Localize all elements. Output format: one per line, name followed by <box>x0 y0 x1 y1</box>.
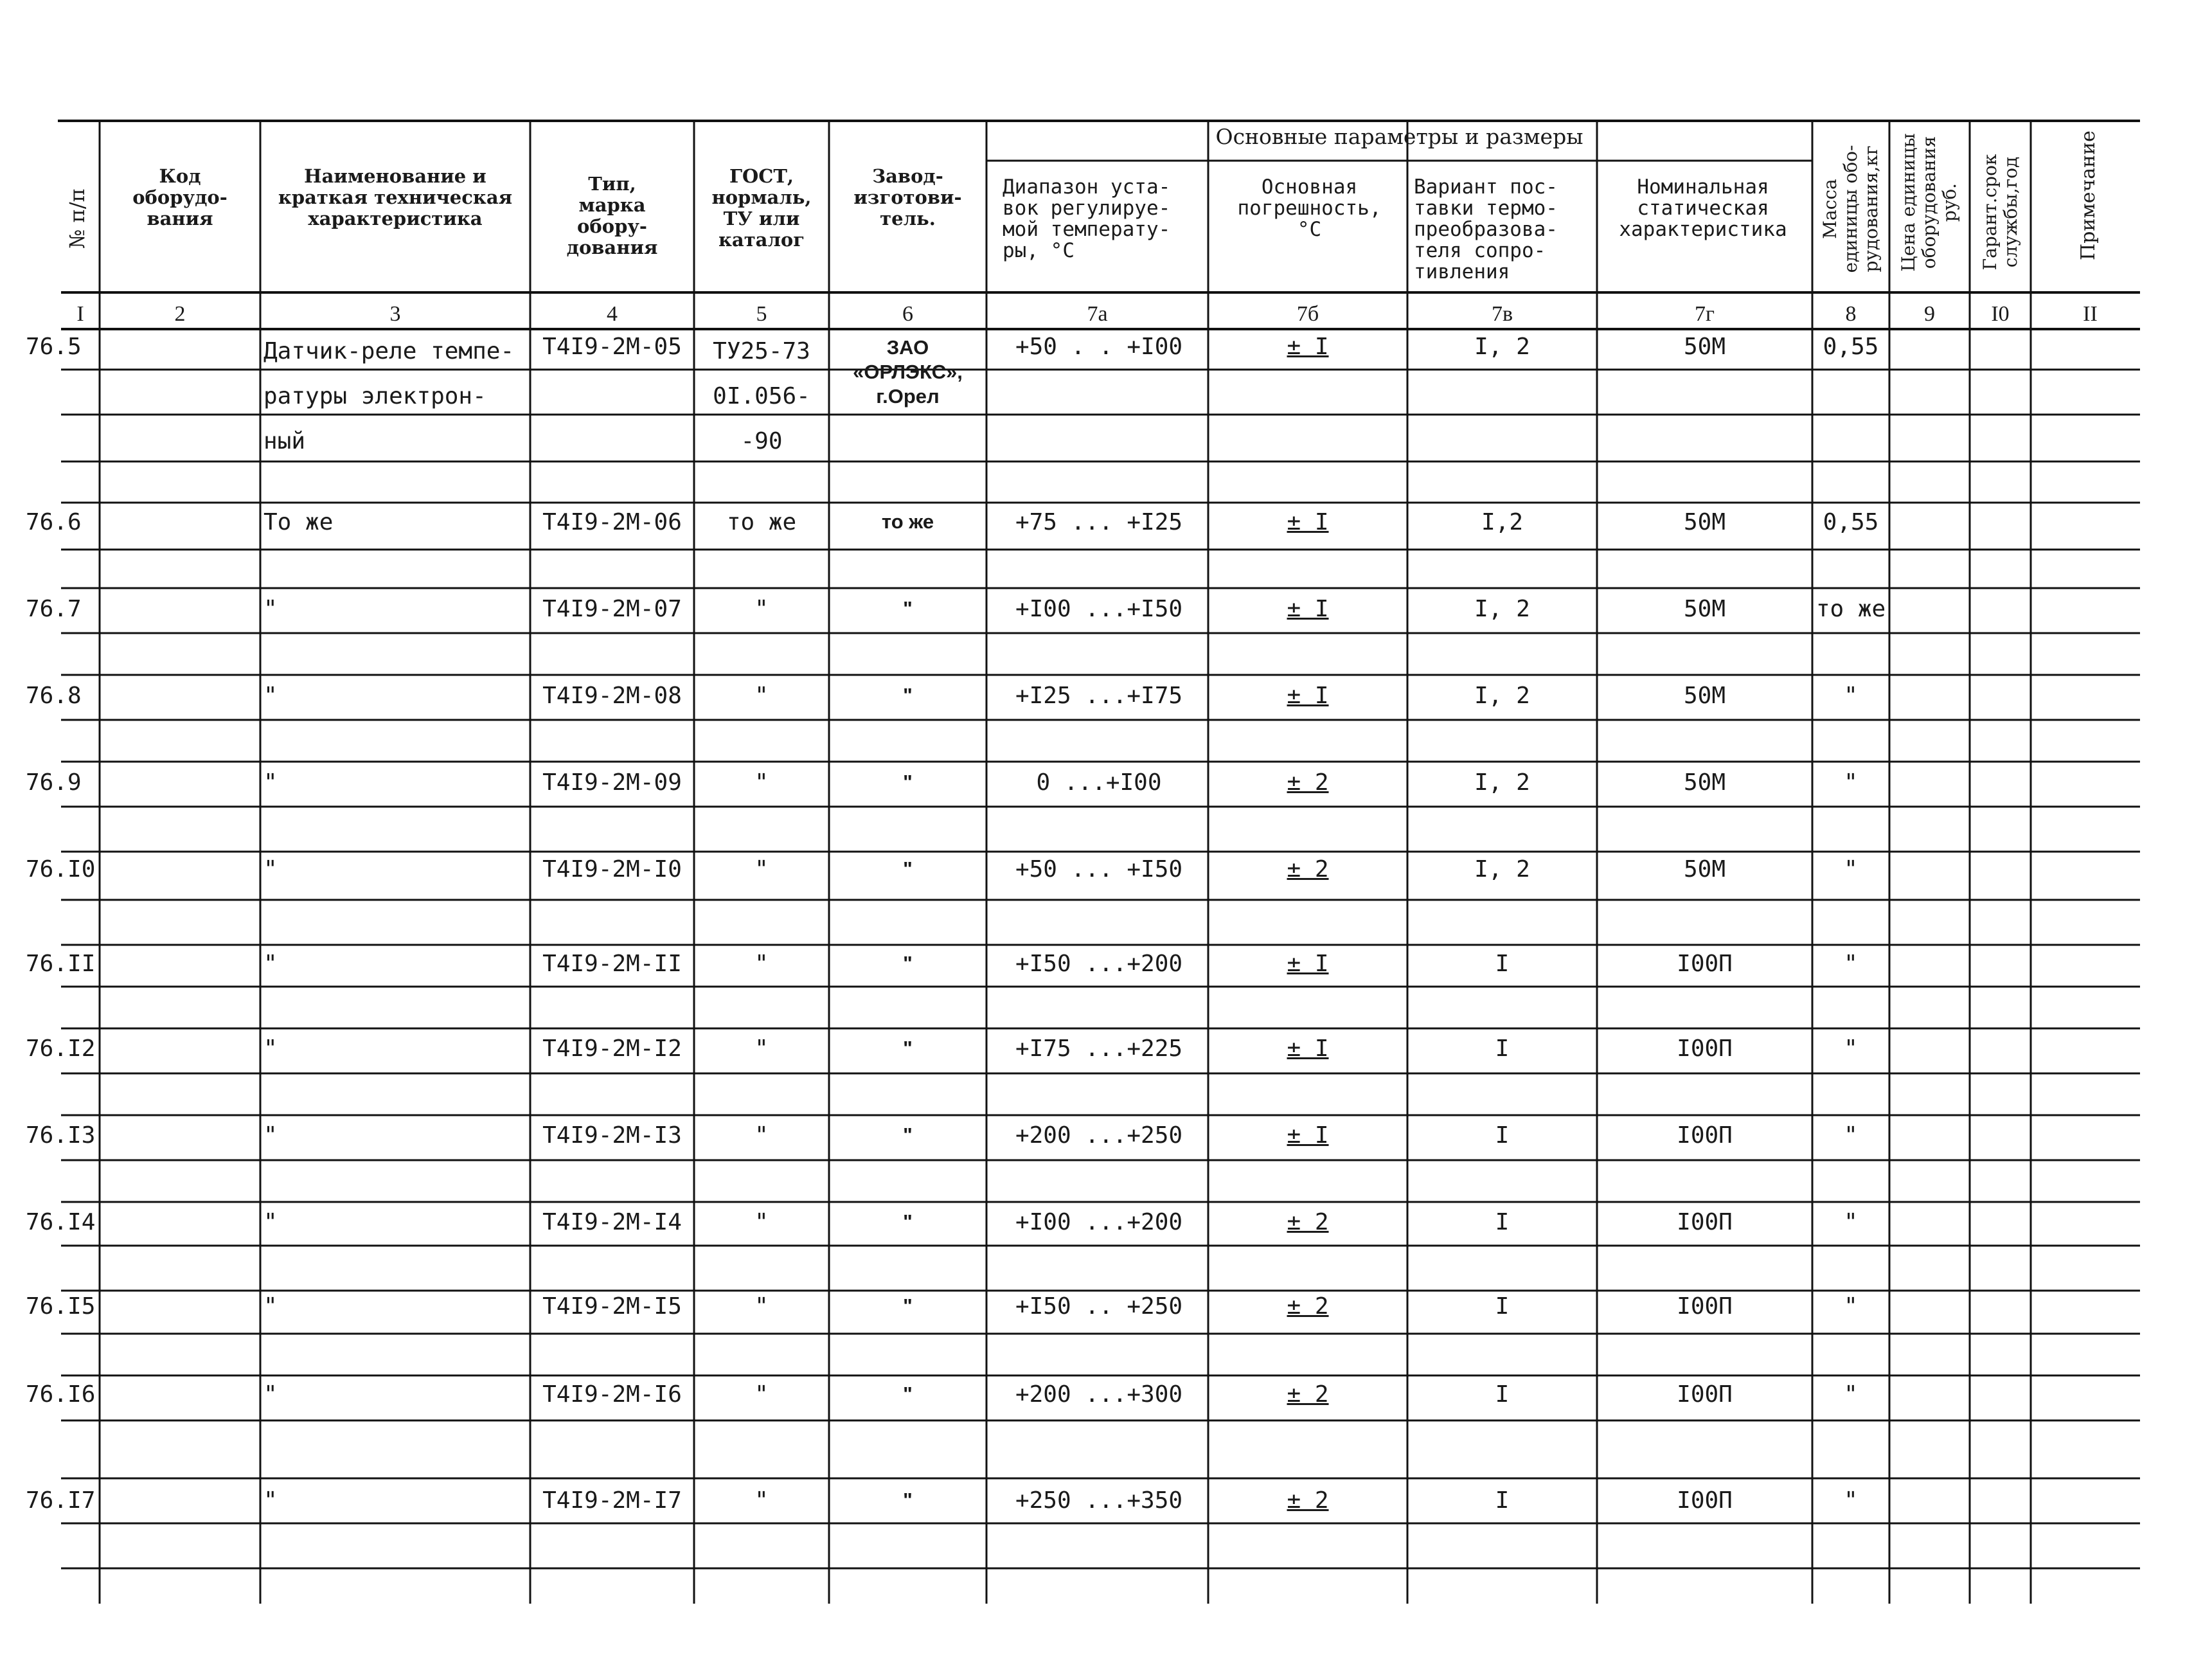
cell-num: 76.I7 <box>26 1487 96 1514</box>
cell-nominal: 50М <box>1683 683 1726 709</box>
cell-mass: " <box>1844 1381 1858 1408</box>
header-col-variant: Вариант пос- тавки термо- преобразова- теля сопро- тивления <box>1414 175 1558 283</box>
col-index: II <box>2083 302 2098 326</box>
cell-mass: " <box>1844 1209 1858 1235</box>
cell-nominal: 50М <box>1683 856 1726 882</box>
cell-maker: " <box>903 1489 913 1511</box>
cell-name: " <box>263 1293 278 1320</box>
cell-range: +250 ...+350 <box>1015 1487 1183 1514</box>
cell-gost: " <box>754 1035 769 1062</box>
cell-error: ± I <box>1287 683 1329 709</box>
cell-error: ± I <box>1287 1122 1329 1149</box>
cell-error: ± 2 <box>1287 1209 1329 1235</box>
cell-name: " <box>263 1122 278 1149</box>
cell-error: ± 2 <box>1287 1293 1329 1320</box>
cell-num: 76.I3 <box>26 1122 96 1149</box>
col-index: I0 <box>1991 302 2010 326</box>
cell-type: Т4I9-2М-I6 <box>542 1381 682 1408</box>
cell-variant: I, 2 <box>1474 856 1530 882</box>
cell-mass: " <box>1844 683 1858 709</box>
cell-variant: I <box>1495 1293 1510 1320</box>
cell-mass: " <box>1844 856 1858 882</box>
cell-mass: " <box>1844 1487 1858 1514</box>
cell-mass: 0,55 <box>1823 509 1879 535</box>
cell-name: " <box>263 1381 278 1408</box>
cell-error: ± I <box>1287 1035 1329 1062</box>
header-col-maker: Завод- изготови- тель. <box>853 165 962 229</box>
cell-maker: " <box>903 684 913 706</box>
col-index: 5 <box>756 302 767 326</box>
header-group-title: Основные параметры и размеры <box>1215 124 1583 149</box>
cell-variant: I, 2 <box>1474 683 1530 709</box>
cell-name: То же <box>263 509 334 535</box>
cell-maker: " <box>903 771 913 793</box>
cell-type: Т4I9-2М-I7 <box>542 1487 682 1514</box>
cell-range: +I00 ...+200 <box>1015 1209 1183 1235</box>
cell-name: " <box>263 683 278 709</box>
cell-num: 76.I6 <box>26 1381 96 1408</box>
header-col-warranty: Гарант.срок службы,год <box>1979 154 2021 271</box>
cell-type: Т4I9-2М-I4 <box>542 1209 682 1235</box>
cell-maker: ЗАО «ОРЛЭКС», г.Орел <box>853 336 963 408</box>
cell-name: " <box>263 1035 278 1062</box>
cell-variant: I <box>1495 1209 1510 1235</box>
cell-type: Т4I9-2М-09 <box>542 769 682 796</box>
cell-gost: " <box>754 1293 769 1320</box>
header-col-name: Наименование и краткая техническая характеристика <box>278 165 513 229</box>
cell-gost: " <box>754 1381 769 1408</box>
cell-nominal: I00П <box>1677 1122 1733 1149</box>
cell-num: 76.I5 <box>26 1293 96 1320</box>
cell-error: ± 2 <box>1287 1381 1329 1408</box>
cell-range: +200 ...+300 <box>1015 1381 1183 1408</box>
cell-range: +I25 ...+I75 <box>1015 683 1183 709</box>
cell-range: 0 ...+I00 <box>1036 769 1162 796</box>
cell-range: +200 ...+250 <box>1015 1122 1183 1149</box>
cell-variant: I, 2 <box>1474 596 1530 622</box>
cell-gost: " <box>754 596 769 622</box>
header-col-type: Тип, марка обору- дования <box>566 173 658 258</box>
cell-num: 76.I4 <box>26 1209 96 1235</box>
cell-variant: I, 2 <box>1474 769 1530 796</box>
cell-num: 76.I0 <box>26 856 96 882</box>
cell-num: 76.7 <box>26 596 82 622</box>
cell-type: Т4I9-2М-08 <box>542 683 682 709</box>
cell-type: Т4I9-2М-I0 <box>542 856 682 882</box>
cell-nominal: 50М <box>1683 509 1726 535</box>
cell-type: Т4I9-2М-I3 <box>542 1122 682 1149</box>
cell-variant: I, 2 <box>1474 334 1530 360</box>
cell-error: ± I <box>1287 951 1329 977</box>
cell-type: Т4I9-2М-07 <box>542 596 682 622</box>
cell-mass: " <box>1844 1122 1858 1149</box>
cell-range: +I50 .. +250 <box>1015 1293 1183 1320</box>
cell-variant: I <box>1495 1381 1510 1408</box>
col-index: 7г <box>1695 302 1715 326</box>
cell-variant: I,2 <box>1481 509 1524 535</box>
cell-name: " <box>263 1487 278 1514</box>
header-col-error: Основная погрешность, °С <box>1237 175 1382 241</box>
cell-name: " <box>263 951 278 977</box>
cell-variant: I <box>1495 1487 1510 1514</box>
col-index: 3 <box>389 302 401 326</box>
cell-range: +I50 ...+200 <box>1015 951 1183 977</box>
cell-name: " <box>263 596 278 622</box>
cell-maker: " <box>903 857 913 880</box>
cell-mass: то же <box>1815 596 1886 622</box>
cell-nominal: I00П <box>1677 1035 1733 1062</box>
cell-range: +I75 ...+225 <box>1015 1035 1183 1062</box>
cell-num: 76.II <box>26 951 96 977</box>
cell-maker: " <box>903 1037 913 1059</box>
cell-gost: " <box>754 951 769 977</box>
header-col-note: Примечание <box>2077 130 2100 260</box>
cell-maker: " <box>903 1294 913 1317</box>
col-index: 2 <box>174 302 186 326</box>
cell-num: 76.9 <box>26 769 82 796</box>
cell-variant: I <box>1495 1122 1510 1149</box>
cell-error: ± I <box>1287 334 1329 360</box>
cell-gost: " <box>754 683 769 709</box>
cell-type: Т4I9-2М-II <box>542 951 682 977</box>
cell-nominal: I00П <box>1677 1487 1733 1514</box>
cell-gost: " <box>754 1487 769 1514</box>
cell-range: +50 ... +I50 <box>1015 856 1183 882</box>
cell-name: Датчик-реле темпе- ратуры электрон- ный <box>263 338 515 454</box>
header-col-mass: Масса единицы обо- рудования,кг <box>1819 145 1882 273</box>
header-col-code: Код оборудо- вания <box>132 165 227 229</box>
cell-gost: " <box>754 1209 769 1235</box>
col-index: 4 <box>607 302 618 326</box>
header-col-num: № п/п <box>65 188 89 249</box>
cell-gost: " <box>754 856 769 882</box>
cell-maker: " <box>903 1383 913 1405</box>
col-index: I <box>76 302 84 326</box>
cell-range: +I00 ...+I50 <box>1015 596 1183 622</box>
col-index: 9 <box>1924 302 1935 326</box>
cell-maker: " <box>903 952 913 974</box>
cell-mass: " <box>1844 769 1858 796</box>
cell-mass: 0,55 <box>1823 334 1879 360</box>
cell-name: " <box>263 1209 278 1235</box>
cell-nominal: 50М <box>1683 769 1726 796</box>
cell-type: Т4I9-2М-05 <box>542 334 682 360</box>
cell-mass: " <box>1844 1035 1858 1062</box>
cell-gost: " <box>754 769 769 796</box>
cell-nominal: I00П <box>1677 1293 1733 1320</box>
cell-num: 76.6 <box>26 509 82 535</box>
header-col-price: Цена единицы оборудования руб. <box>1898 133 1960 272</box>
cell-type: Т4I9-2М-06 <box>542 509 682 535</box>
cell-maker: то же <box>881 510 934 533</box>
cell-num: 76.5 <box>26 334 82 360</box>
cell-nominal: I00П <box>1677 1209 1733 1235</box>
cell-name: " <box>263 769 278 796</box>
cell-range: +50 . . +I00 <box>1015 334 1183 360</box>
cell-nominal: I00П <box>1677 1381 1733 1408</box>
cell-error: ± 2 <box>1287 856 1329 882</box>
cell-gost: то же <box>726 509 797 535</box>
col-index: 8 <box>1845 302 1857 326</box>
col-index: 7а <box>1087 302 1108 326</box>
cell-type: Т4I9-2М-I2 <box>542 1035 682 1062</box>
cell-gost: ТУ25-73 0I.056- -90 <box>713 338 810 454</box>
header-col-gost: ГОСТ, нормаль, ТУ или каталог <box>711 165 812 251</box>
cell-mass: " <box>1844 1293 1858 1320</box>
cell-nominal: 50М <box>1683 596 1726 622</box>
cell-range: +75 ... +I25 <box>1015 509 1183 535</box>
cell-type: Т4I9-2М-I5 <box>542 1293 682 1320</box>
cell-num: 76.8 <box>26 683 82 709</box>
header-col-range: Диапазон уста- вок регулируе- мой температу- ры, °С <box>1003 175 1171 262</box>
cell-mass: " <box>1844 951 1858 977</box>
cell-maker: " <box>903 597 913 620</box>
cell-name: " <box>263 856 278 882</box>
col-index: 6 <box>902 302 913 326</box>
cell-nominal: I00П <box>1677 951 1733 977</box>
cell-maker: " <box>903 1124 913 1146</box>
col-index: 7б <box>1296 302 1319 326</box>
cell-num: 76.I2 <box>26 1035 96 1062</box>
col-index: 7в <box>1491 302 1513 326</box>
cell-variant: I <box>1495 1035 1510 1062</box>
cell-maker: " <box>903 1210 913 1233</box>
cell-gost: " <box>754 1122 769 1149</box>
cell-error: ± 2 <box>1287 769 1329 796</box>
header-col-nominal: Номинальная статическая характеристика <box>1619 175 1787 241</box>
cell-error: ± 2 <box>1287 1487 1329 1514</box>
cell-nominal: 50М <box>1683 334 1726 360</box>
cell-error: ± I <box>1287 509 1329 535</box>
cell-error: ± I <box>1287 596 1329 622</box>
cell-variant: I <box>1495 951 1510 977</box>
